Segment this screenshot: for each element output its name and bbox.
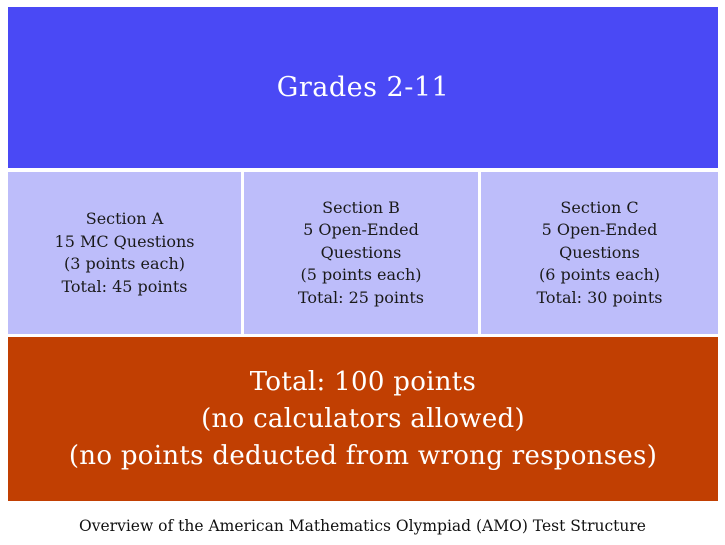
section-c-title: Section C (560, 197, 639, 217)
section-b-questions-cont: Questions (320, 242, 402, 262)
section-c-questions: 5 Open-Ended (541, 220, 658, 240)
section-b-total: Total: 25 points (297, 287, 424, 307)
sections-row (8, 172, 718, 334)
figure-caption: Overview of the American Mathematics Olympiad (AMO) Test Structure (79, 517, 646, 535)
section-b-box (244, 172, 478, 334)
section-b-points-each: (5 points each) (300, 265, 422, 285)
section-a-box (8, 172, 241, 334)
section-c-total: Total: 30 points (536, 287, 663, 307)
section-a-questions: 15 MC Questions (54, 231, 195, 251)
section-b-questions: 5 Open-Ended (303, 220, 419, 240)
section-a-title: Section A (85, 209, 164, 228)
no-calculators-text: (no calculators allowed) (201, 403, 525, 434)
section-c-points-each: (6 points each) (538, 265, 661, 285)
section-b-title: Section B (322, 197, 400, 217)
total-points-text: Total: 100 points (249, 366, 477, 397)
section-c-box (481, 172, 718, 334)
grades-header-block (8, 7, 718, 168)
no-deductions-text: (no points deducted from wrong responses) (68, 440, 658, 471)
section-c-questions-cont: Questions (559, 242, 640, 262)
section-a-points-each: (3 points each) (63, 254, 186, 273)
section-a-total: Total: 45 points (61, 276, 188, 296)
grades-header-title: Grades 2-11 (276, 72, 450, 103)
total-summary-block (8, 337, 718, 501)
